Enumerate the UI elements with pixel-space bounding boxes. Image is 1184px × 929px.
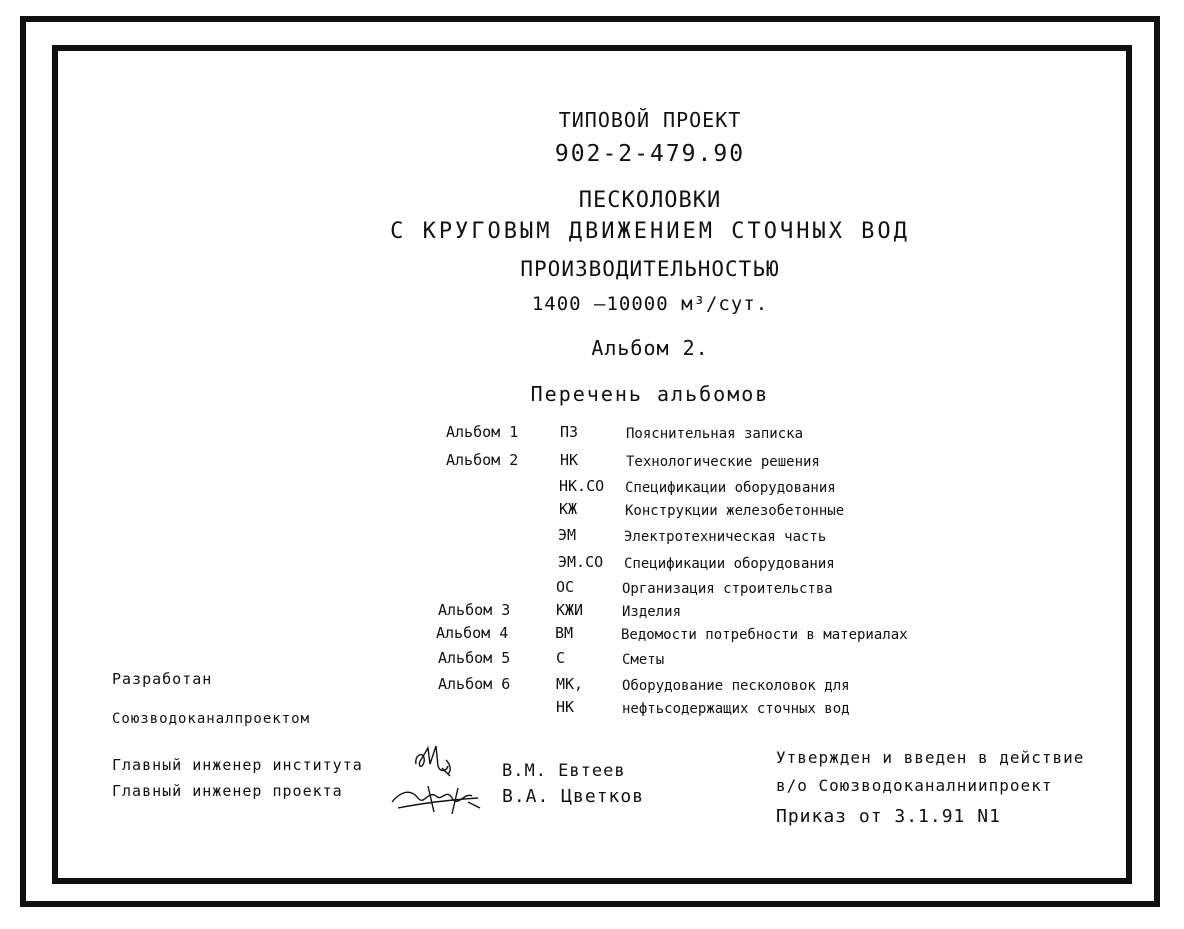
album-row-mark: ЭМ.СО: [558, 553, 604, 571]
album-row-mark: ПЗ: [560, 423, 579, 441]
album-row-name: нефтьсодержащих сточных вод: [622, 701, 850, 717]
album-row-mark: ЭМ: [558, 526, 577, 544]
album-row-name: Ведомости потребности в материалах: [621, 627, 908, 643]
subject-line-3: ПРОИЗВОДИТЕЛЬНОСТЬЮ: [520, 257, 780, 281]
approval-order: Приказ от 3.1.91 N1: [776, 806, 1001, 827]
album-row-mark: НК: [556, 698, 575, 716]
chief-institute-label: Главный инженер института: [112, 756, 363, 774]
chief-project-label: Главный инженер проекта: [112, 782, 343, 800]
album-row-mark: С: [556, 649, 566, 667]
album-row-mark: МК,: [556, 675, 584, 693]
album-row-name: Изделия: [622, 604, 682, 620]
capacity-range: 1400 –10000 м³/сут.: [531, 293, 769, 315]
album-row-mark: НК: [560, 451, 579, 469]
project-code: 902-2-479.90: [554, 141, 746, 167]
approval-line-2: в/о Союзводоканалниипроект: [776, 776, 1053, 795]
albums-list-title: Перечень альбомов: [530, 382, 770, 406]
album-number: Альбом 2.: [591, 336, 709, 360]
album-row-mark: НК.СО: [559, 477, 605, 495]
album-row-album: Альбом 3: [438, 601, 511, 619]
developer-org: Союзводоканалпроектом: [112, 711, 311, 727]
album-row-name: Спецификации оборудования: [625, 480, 836, 496]
album-row-mark: ВМ: [555, 624, 574, 642]
album-row-album: Альбом 5: [438, 649, 511, 667]
album-row-name: Пояснительная записка: [626, 426, 804, 442]
album-row-mark: ОС: [556, 578, 575, 596]
album-row-mark: КЖ: [559, 500, 578, 518]
album-row-album: Альбом 6: [438, 675, 511, 693]
album-row-album: Альбом 4: [436, 624, 509, 642]
album-row-name: Спецификации оборудования: [624, 556, 835, 572]
approval-line-1: Утвержден и введен в действие: [776, 748, 1085, 767]
signature-project-icon: [388, 778, 484, 818]
developer-label: Разработан: [112, 670, 213, 688]
subject-line-2: С КРУГОВЫМ ДВИЖЕНИЕМ СТОЧНЫХ ВОД: [390, 219, 910, 244]
subject-line-1: ПЕСКОЛОВКИ: [578, 188, 722, 213]
chief-institute-name: В.М. Евтеев: [502, 761, 626, 781]
album-row-name: Оборудование песколовок для: [622, 678, 850, 694]
album-row-name: Конструкции железобетонные: [625, 503, 845, 519]
album-row-name: Технологические решения: [626, 454, 820, 470]
album-row-name: Организация строительства: [622, 581, 833, 597]
project-type-title: ТИПОВОЙ ПРОЕКТ: [558, 108, 742, 132]
album-row-album: Альбом 2: [446, 451, 519, 469]
album-row-mark: КЖИ: [556, 601, 584, 619]
album-row-album: Альбом 1: [446, 423, 519, 441]
signature-institute-icon: [412, 742, 462, 782]
chief-project-name: В.А. Цветков: [502, 786, 645, 807]
album-row-name: Электротехническая часть: [624, 529, 827, 545]
album-row-name: Сметы: [622, 652, 665, 668]
